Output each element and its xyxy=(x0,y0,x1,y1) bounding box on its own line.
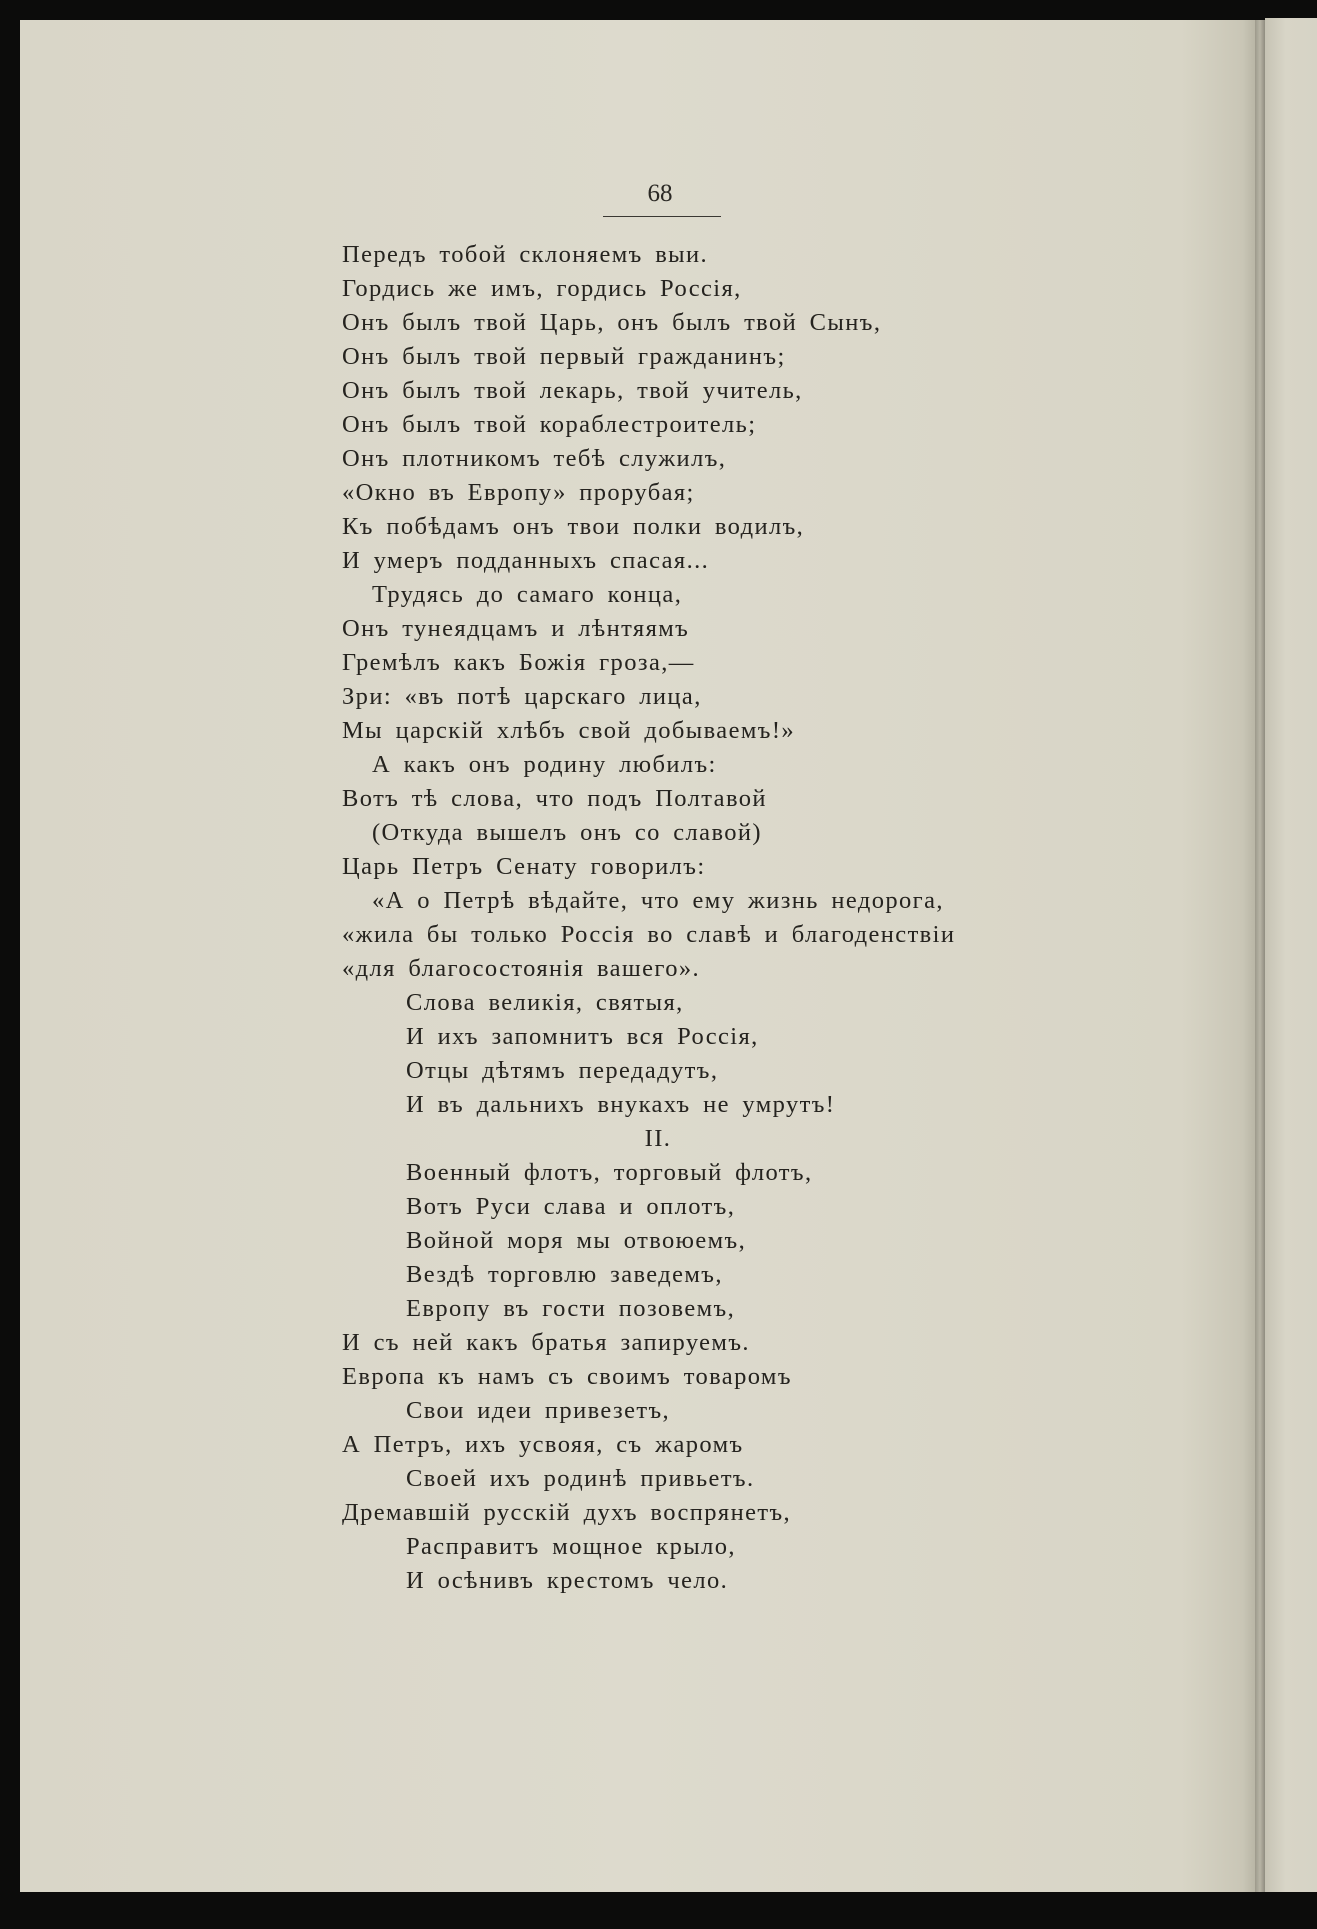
poem-line: Къ побѣдамъ онъ твои полки водилъ, xyxy=(342,513,805,540)
poem-line: Онъ былъ твой лекарь, твой учитель, xyxy=(342,377,803,404)
poem-line: Своей ихъ родинѣ привьетъ. xyxy=(406,1465,755,1492)
poem-line: И умеръ подданныхъ спасая... xyxy=(342,547,710,574)
poem-line: «Окно въ Европу» прорубая; xyxy=(342,479,695,506)
book-gutter xyxy=(1255,20,1265,1892)
poem-line: Расправитъ мощное крыло, xyxy=(406,1533,736,1560)
poem-line: И съ ней какъ братья запируемъ. xyxy=(342,1329,750,1356)
poem-line: Трудясь до самаго конца, xyxy=(372,581,683,608)
poem-line: Онъ былъ твой Царь, онъ былъ твой Сынъ, xyxy=(342,309,882,336)
header-rule xyxy=(603,216,721,217)
page-number: 68 xyxy=(647,180,673,207)
poem-line: И въ дальнихъ внукахъ не умрутъ! xyxy=(406,1091,836,1118)
poem-line: А какъ онъ родину любилъ: xyxy=(372,751,717,778)
poem-line: И осѣнивъ крестомъ чело. xyxy=(406,1567,729,1594)
poem-line: «жила бы только Россія во славѣ и благоденствіи xyxy=(342,921,956,948)
adjacent-page-edge xyxy=(1265,18,1317,1892)
poem-line: Войной моря мы отвоюемъ, xyxy=(406,1227,747,1254)
poem-line: Мы царскій хлѣбъ свой добываемъ!» xyxy=(342,717,796,744)
poem-line: Онъ плотникомъ тебѣ служилъ, xyxy=(342,445,727,472)
poem-line: Вотъ тѣ слова, что подъ Полтавой xyxy=(342,785,767,812)
poem-line: Вездѣ торговлю заведемъ, xyxy=(406,1261,723,1288)
poem-line: Слова великія, святыя, xyxy=(406,989,684,1016)
poem-line: Свои идеи привезетъ, xyxy=(406,1397,671,1424)
poem-line: Онъ былъ твой кораблестроитель; xyxy=(342,411,757,438)
poem-line: Гордись же имъ, гордись Россія, xyxy=(342,275,742,302)
poem-line: Передъ тобой склоняемъ выи. xyxy=(342,241,709,268)
section-heading: II. xyxy=(644,1125,672,1152)
poem-line: И ихъ запомнитъ вся Россія, xyxy=(406,1023,759,1050)
poem-line: Военный флотъ, торговый флотъ, xyxy=(406,1159,813,1186)
poem-line: Гремѣлъ какъ Божія гроза,— xyxy=(342,649,695,676)
poem-line: «для благосостоянія вашего». xyxy=(342,955,701,982)
poem-line: Европа къ намъ съ своимъ товаромъ xyxy=(342,1363,792,1390)
poem-line: «А о Петрѣ вѣдайте, что ему жизнь недорога, xyxy=(372,887,944,914)
poem-text xyxy=(342,238,974,1598)
poem-line: Вотъ Руси слава и оплотъ, xyxy=(406,1193,736,1220)
poem-line: Онъ былъ твой первый гражданинъ; xyxy=(342,343,786,370)
poem-line: Дремавшій русскій духъ воспрянетъ, xyxy=(342,1499,792,1526)
poem-line: (Откуда вышелъ онъ со славой) xyxy=(372,819,762,846)
poem-line: А Петръ, ихъ усвояя, съ жаромъ xyxy=(342,1431,744,1458)
poem-line: Царь Петръ Сенату говорилъ: xyxy=(342,853,706,880)
poem-line: Европу въ гости позовемъ, xyxy=(406,1295,736,1322)
poem-line: Онъ тунеядцамъ и лѣнтяямъ xyxy=(342,615,690,642)
poem-line: Зри: «въ потѣ царскаго лица, xyxy=(342,683,702,710)
poem-line: Отцы дѣтямъ передадутъ, xyxy=(406,1057,719,1084)
